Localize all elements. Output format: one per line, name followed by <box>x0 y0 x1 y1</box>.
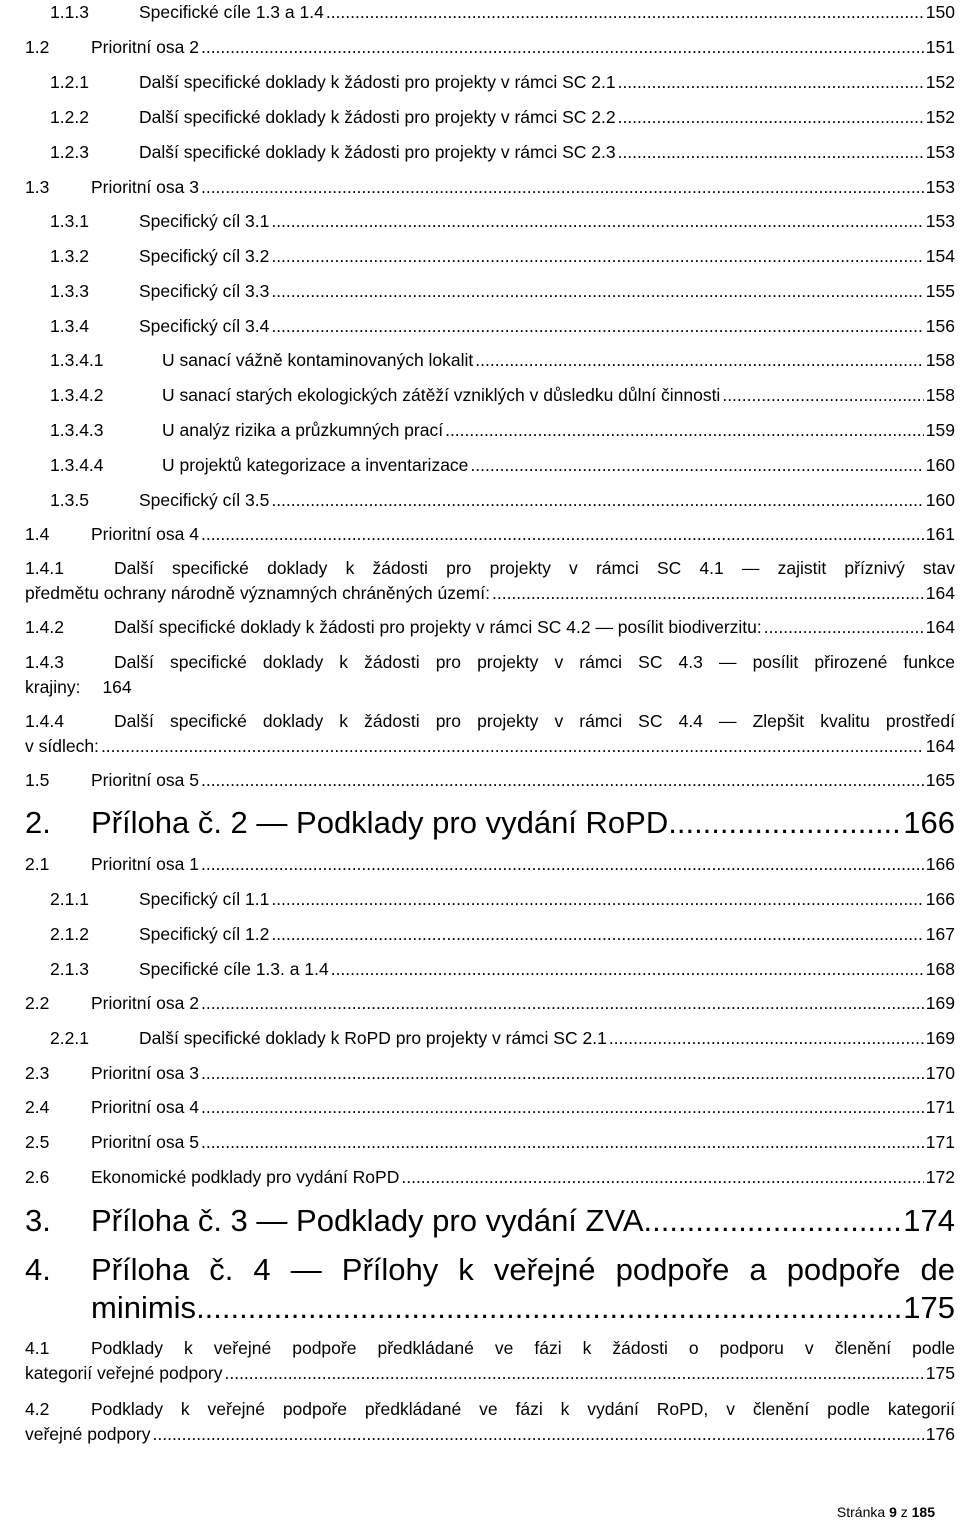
dot-leader <box>644 1202 904 1240</box>
toc-title: Specifické cíle 1.3. a 1.4 <box>139 959 329 979</box>
toc-entry[interactable] <box>25 141 955 163</box>
dot-leader <box>201 1062 924 1084</box>
toc-number: 1.3.4.2 <box>50 385 104 405</box>
toc-entry[interactable] <box>25 210 955 232</box>
toc-entry[interactable] <box>25 1 955 23</box>
footer-prefix: Stránka <box>836 1504 886 1520</box>
toc-entry[interactable] <box>25 489 955 511</box>
toc-entry[interactable] <box>25 1062 955 1084</box>
toc-title: Prioritní osa 4 <box>91 524 199 544</box>
toc-page-number: 156 <box>925 316 955 336</box>
toc-number: 3. <box>25 1203 51 1238</box>
toc-title: Specifický cíl 3.3 <box>139 281 270 301</box>
toc-title: Prioritní osa 3 <box>91 1063 199 1083</box>
toc-page-number: 164 <box>925 583 955 603</box>
dot-leader <box>445 419 924 441</box>
page-footer <box>837 1504 935 1520</box>
toc-entry[interactable] <box>25 650 955 700</box>
dot-leader <box>326 1 924 23</box>
toc-number: 2. <box>25 805 51 840</box>
toc-page-number: 164 <box>925 617 955 637</box>
toc-number: 1.1.3 <box>50 2 89 22</box>
toc-page-number: 154 <box>925 246 955 266</box>
dot-leader <box>475 349 924 371</box>
toc-number: 1.2 <box>25 37 50 57</box>
toc-entry[interactable] <box>25 280 955 302</box>
toc-number: 2.1.3 <box>50 959 89 979</box>
toc-number: 2.6 <box>25 1167 50 1187</box>
toc-number: 2.2 <box>25 993 50 1013</box>
toc-title: U projektů kategorizace a inventarizace <box>162 455 469 475</box>
toc-number: 4.1 <box>25 1338 50 1358</box>
toc-entry[interactable] <box>25 245 955 267</box>
toc-entry[interactable] <box>25 315 955 337</box>
toc-page-number: 158 <box>925 385 955 405</box>
toc-chapter-entry[interactable] <box>25 1202 955 1240</box>
toc-title: U sanací vážně kontaminovaných lokalit <box>162 350 474 370</box>
toc-page-number: 164 <box>925 736 955 756</box>
dot-leader <box>271 280 923 302</box>
toc-page-number: 155 <box>925 281 955 301</box>
toc-title-line2: veřejné podpory <box>25 1424 151 1444</box>
toc-entry[interactable] <box>25 1336 955 1386</box>
toc-entry[interactable] <box>25 888 955 910</box>
toc-number: 1.2.1 <box>50 72 89 92</box>
toc-entry[interactable] <box>25 106 955 128</box>
toc-page-number: 166 <box>925 889 955 909</box>
dot-leader <box>201 1096 924 1118</box>
dot-leader <box>618 106 924 128</box>
toc-number: 1.4.4 <box>25 711 64 731</box>
toc-title-line2: předmětu ochrany národně významných chráněných území: <box>25 583 490 603</box>
toc-title: Prioritní osa 2 <box>91 37 199 57</box>
dot-leader <box>618 71 924 93</box>
dot-leader <box>201 853 924 875</box>
dot-leader <box>271 489 923 511</box>
dot-leader <box>331 958 924 980</box>
toc-entry[interactable] <box>25 1131 955 1153</box>
toc-title: Prioritní osa 5 <box>91 1132 199 1152</box>
toc-title: Další specifické doklady k žádosti pro projekty v rámci SC 2.1 <box>139 72 616 92</box>
toc-page-number: 153 <box>925 177 955 197</box>
toc-number: 1.3.3 <box>50 281 89 301</box>
toc-number: 4. <box>25 1252 51 1287</box>
toc-number: 1.3.2 <box>50 246 89 266</box>
toc-number: 1.3.4.4 <box>50 455 104 475</box>
toc-page-number: 176 <box>925 1424 955 1444</box>
toc-entry[interactable] <box>25 349 955 371</box>
toc-title-line2: v sídlech: <box>25 736 99 756</box>
toc-title: Specifický cíl 3.5 <box>139 490 270 510</box>
toc-page-number: 153 <box>925 142 955 162</box>
toc-number: 2.4 <box>25 1097 50 1117</box>
dot-leader <box>271 245 923 267</box>
dot-leader <box>153 1422 924 1447</box>
toc-number: 1.3.1 <box>50 211 89 231</box>
toc-title: Prioritní osa 3 <box>91 177 199 197</box>
toc-title-line2: minimis <box>91 1290 197 1325</box>
toc-title: Prioritní osa 4 <box>91 1097 199 1117</box>
toc-title-line1: Další specifické doklady k žádosti pro projekty v rámci SC 4.3 — posílit přirozené funkce <box>114 652 955 672</box>
toc-title: Další specifické doklady k žádosti pro projekty v rámci SC 4.2 — posílit biodiverzitu: <box>114 617 762 637</box>
toc-page-number: 161 <box>925 524 955 544</box>
toc-entry[interactable] <box>25 958 955 980</box>
toc-entry[interactable] <box>25 1397 955 1447</box>
dot-leader <box>271 888 923 910</box>
toc-number: 1.3 <box>25 177 50 197</box>
toc-number: 1.5 <box>25 770 50 790</box>
toc-number: 2.5 <box>25 1132 50 1152</box>
dot-leader <box>401 1166 923 1188</box>
toc-entry[interactable] <box>25 36 955 58</box>
dot-leader <box>201 523 924 545</box>
dot-leader <box>609 1027 924 1049</box>
toc-page-number: 151 <box>925 37 955 57</box>
toc-entry[interactable] <box>25 419 955 441</box>
dot-leader <box>722 384 923 406</box>
toc-page-number: 164 <box>102 677 132 697</box>
toc-entry[interactable] <box>25 176 955 198</box>
toc-title: Specifický cíl 3.4 <box>139 316 270 336</box>
dot-leader <box>201 176 924 198</box>
toc-page-number: 172 <box>925 1167 955 1187</box>
toc-page-number: 152 <box>925 107 955 127</box>
toc-page-number: 167 <box>925 924 955 944</box>
dot-leader <box>196 1289 903 1327</box>
dot-leader <box>201 36 924 58</box>
toc-entry[interactable] <box>25 454 955 476</box>
toc-entry[interactable] <box>25 71 955 93</box>
dot-leader <box>668 804 903 842</box>
toc-page-number: 160 <box>925 455 955 475</box>
toc-page-number: 160 <box>925 490 955 510</box>
toc-title-line2: krajiny: <box>25 677 81 697</box>
toc-entry[interactable] <box>25 1027 955 1049</box>
toc-title-line1: Další specifické doklady k žádosti pro projekty v rámci SC 4.1 — zajistit příznivý stav <box>114 558 955 578</box>
toc-entry[interactable] <box>25 616 955 638</box>
toc-page-number: 170 <box>925 1063 955 1083</box>
toc-page-number: 168 <box>925 959 955 979</box>
toc-page-number: 169 <box>925 993 955 1013</box>
toc-entry[interactable] <box>25 556 955 606</box>
toc-number: 2.2.1 <box>50 1028 89 1048</box>
dot-leader <box>201 992 924 1014</box>
toc-entry[interactable] <box>25 1166 955 1188</box>
toc-title: Specifický cíl 3.1 <box>139 211 270 231</box>
toc-entry[interactable] <box>25 523 955 545</box>
toc-entry[interactable] <box>25 384 955 406</box>
toc-page-number: 171 <box>925 1097 955 1117</box>
toc-page-number: 175 <box>903 1290 955 1325</box>
toc-page-number: 158 <box>925 350 955 370</box>
toc-title: Další specifické doklady k žádosti pro projekty v rámci SC 2.2 <box>139 107 616 127</box>
toc-number: 4.2 <box>25 1399 50 1419</box>
toc-number: 2.3 <box>25 1063 50 1083</box>
toc-title: U analýz rizika a průzkumných prací <box>162 420 444 440</box>
toc-number: 1.3.5 <box>50 490 89 510</box>
toc-title: Specifický cíl 1.1 <box>139 889 270 909</box>
toc-title: Ekonomické podklady pro vydání RoPD <box>91 1167 400 1187</box>
toc-page-number: 150 <box>925 2 955 22</box>
toc-page-number: 166 <box>925 854 955 874</box>
toc-title: Specifický cíl 1.2 <box>139 924 270 944</box>
dot-leader <box>224 1361 923 1386</box>
toc-page-number: 165 <box>925 770 955 790</box>
dot-leader <box>101 734 924 759</box>
dot-leader <box>201 1131 924 1153</box>
toc-title: Specifický cíl 3.2 <box>139 246 270 266</box>
toc-number: 1.3.4.3 <box>50 420 104 440</box>
toc-chapter-entry[interactable] <box>25 1251 955 1327</box>
dot-leader <box>201 769 924 791</box>
toc-number: 1.4.2 <box>25 617 64 637</box>
toc-title: Prioritní osa 5 <box>91 770 199 790</box>
toc-number: 2.1.2 <box>50 924 89 944</box>
dot-leader <box>271 210 923 232</box>
toc-page-number: 153 <box>925 211 955 231</box>
toc-number: 1.4 <box>25 524 50 544</box>
toc-page-number: 152 <box>925 72 955 92</box>
dot-leader <box>271 923 923 945</box>
toc-title-line1: Další specifické doklady k žádosti pro projekty v rámci SC 4.4 — Zlepšit kvalitu prostředí <box>114 711 955 731</box>
toc-title: U sanací starých ekologických zátěží vzniklých v důsledku důlní činnosti <box>162 385 721 405</box>
footer-separator: z <box>900 1504 908 1520</box>
toc-number: 1.4.3 <box>25 652 64 672</box>
toc-number: 1.3.4.1 <box>50 350 104 370</box>
toc-title-line1: Podklady k veřejné podpoře předkládané ve fázi k vydání RoPD, v členění podle kategorií <box>91 1399 955 1419</box>
toc-title-line2: kategorií veřejné podpory <box>25 1363 223 1383</box>
footer-current-page: 9 <box>889 1504 897 1520</box>
toc-number: 1.2.3 <box>50 142 89 162</box>
toc-title-line1: Podklady k veřejné podpoře předkládané ve fázi k žádosti o podporu v členění podle <box>91 1338 955 1358</box>
toc-title: Příloha č. 2 — Podklady pro vydání RoPD <box>91 805 669 840</box>
toc-entry[interactable] <box>25 992 955 1014</box>
dot-leader <box>470 454 923 476</box>
toc-number: 2.1 <box>25 854 50 874</box>
toc-chapter-entry[interactable] <box>25 804 955 842</box>
toc-number: 1.4.1 <box>25 558 64 578</box>
toc-page-number: 171 <box>925 1132 955 1152</box>
toc-title: Příloha č. 3 — Podklady pro vydání ZVA <box>91 1203 644 1238</box>
toc-entry[interactable] <box>25 709 955 759</box>
toc-entry[interactable] <box>25 923 955 945</box>
toc-title: Prioritní osa 1 <box>91 854 199 874</box>
toc-title: Specifické cíle 1.3 a 1.4 <box>139 2 324 22</box>
dot-leader <box>271 315 923 337</box>
toc-page-number: 169 <box>925 1028 955 1048</box>
toc-page-number: 166 <box>903 805 955 840</box>
toc-entry[interactable] <box>25 1096 955 1118</box>
toc-title: Prioritní osa 2 <box>91 993 199 1013</box>
toc-entry[interactable] <box>25 769 955 791</box>
dot-leader <box>618 141 924 163</box>
toc-page-number: 174 <box>903 1203 955 1238</box>
toc-page-number: 159 <box>925 420 955 440</box>
toc-title: Další specifické doklady k žádosti pro projekty v rámci SC 2.3 <box>139 142 616 162</box>
toc-title-line1: Příloha č. 4 — Přílohy k veřejné podpoře a podpoře de <box>91 1252 955 1287</box>
footer-total-pages: 185 <box>911 1504 935 1520</box>
toc-entry[interactable] <box>25 853 955 875</box>
toc-number: 2.1.1 <box>50 889 89 909</box>
toc-number: 1.3.4 <box>50 316 89 336</box>
dot-leader <box>764 616 924 638</box>
dot-leader <box>492 581 924 606</box>
toc-page-number: 175 <box>925 1363 955 1383</box>
toc-title: Další specifické doklady k RoPD pro projekty v rámci SC 2.1 <box>139 1028 607 1048</box>
toc-number: 1.2.2 <box>50 107 89 127</box>
